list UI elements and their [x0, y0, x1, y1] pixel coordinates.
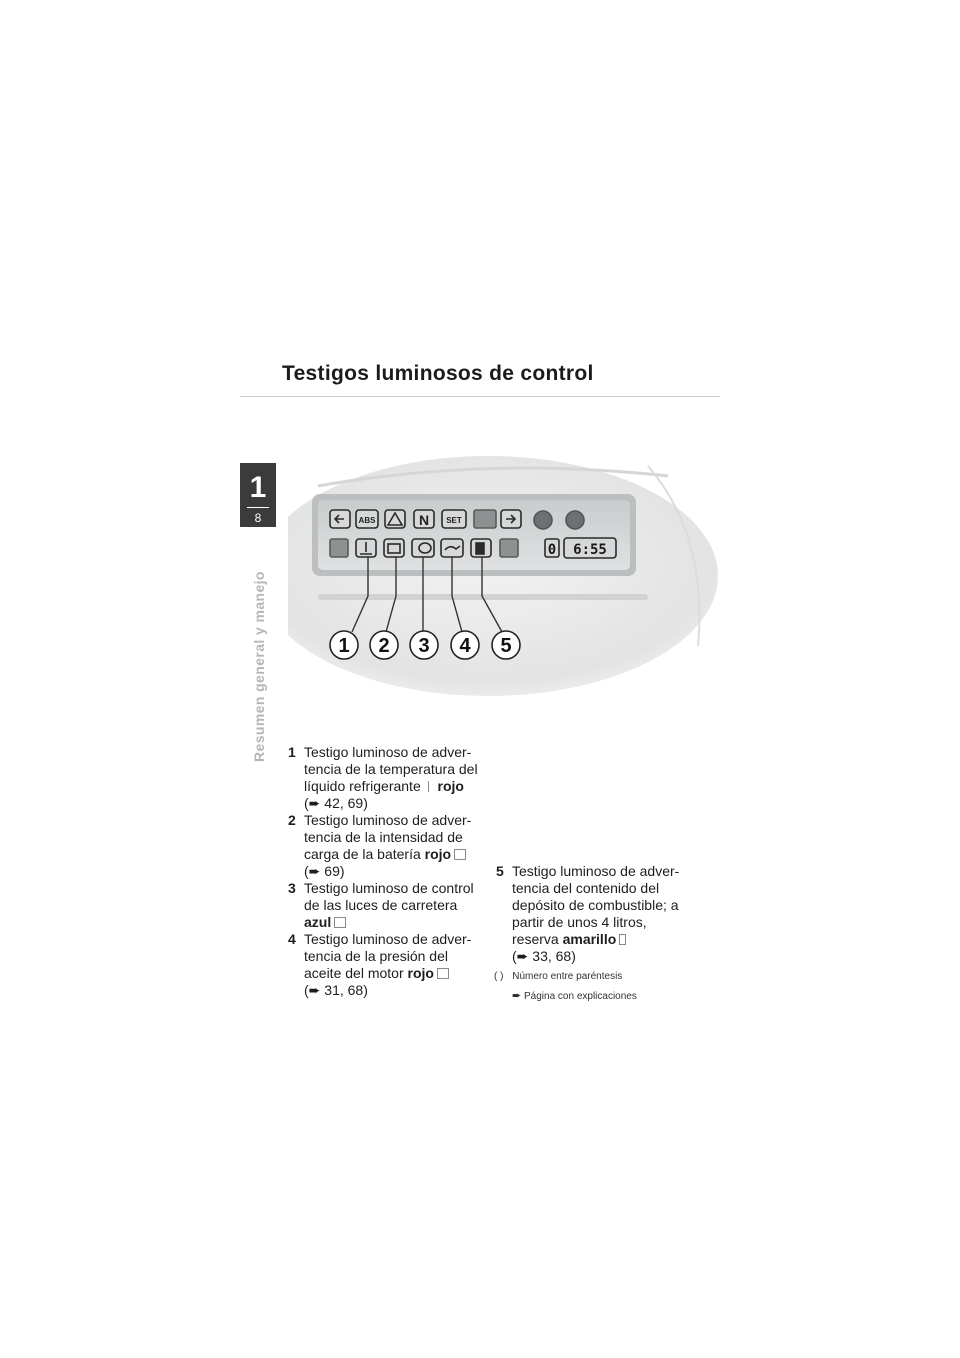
legend-item-line: tencia de la intensidad de	[304, 829, 463, 845]
battery-icon	[454, 849, 466, 860]
legend-item-line: Testigo luminoso de control	[304, 880, 474, 896]
oil-pressure-icon	[437, 968, 449, 979]
legend-item-color: rojo	[437, 778, 464, 794]
callout-4: 4	[459, 635, 471, 657]
legend-item-number: 5	[496, 863, 504, 879]
coolant-temp-icon	[428, 781, 434, 792]
instrument-panel-illustration	[288, 446, 720, 700]
legend-item-number: 1	[288, 744, 296, 760]
footnote-parentheses	[494, 971, 622, 982]
legend-item-ref: (➨ 33, 68)	[512, 948, 576, 964]
legend-item-ref: (➨ 42, 69)	[304, 795, 368, 811]
odometer-digit: 0	[547, 542, 557, 558]
legend-item-number: 3	[288, 880, 296, 896]
legend-item-color: rojo	[407, 965, 434, 981]
legend-item-text: reserva	[512, 931, 559, 947]
legend-item-line: depósito de combustible; a	[512, 897, 679, 913]
legend-item-ref: (➨ 31, 68)	[304, 982, 368, 998]
chapter-tab	[240, 463, 276, 527]
callout-5: 5	[500, 635, 512, 657]
section-side-label: Resumen general y manejo	[251, 571, 267, 762]
legend-item-color: azul	[304, 914, 332, 930]
footnote-text: Página con explicaciones	[524, 991, 637, 1002]
chapter-divider	[247, 507, 269, 508]
footnote-symbol: ( )	[494, 971, 504, 982]
legend-item-ref: (➨ 69)	[304, 863, 345, 879]
instrument-panel-photo	[288, 446, 720, 700]
legend-item-line: Testigo luminoso de adver-	[304, 744, 472, 760]
page-title: Testigos luminosos de control	[282, 362, 594, 385]
abs-indicator-label: ABS	[358, 516, 376, 525]
chapter-number: 1	[249, 471, 267, 504]
legend-item-2	[288, 812, 488, 880]
legend-item-4	[288, 931, 488, 999]
clock-display: 6:55	[573, 542, 607, 558]
legend-item-3	[288, 880, 488, 931]
legend-item-line: Testigo luminoso de adver-	[304, 931, 472, 947]
callout-2: 2	[378, 635, 390, 657]
legend-item-line: tencia de la presión del	[304, 948, 448, 964]
callout-1: 1	[338, 635, 350, 657]
legend-item-text: líquido refrigerante	[304, 778, 421, 794]
legend-item-line: tencia de la temperatura del	[304, 761, 478, 777]
legend-item-color: rojo	[424, 846, 452, 862]
legend-item-color: amarillo	[562, 931, 617, 947]
legend-item-line	[304, 846, 488, 863]
fuel-icon	[619, 934, 626, 945]
legend-item-line	[304, 965, 488, 982]
legend-item-line	[304, 914, 488, 931]
legend-item-line	[512, 931, 696, 948]
set-indicator-label: SET	[446, 516, 462, 525]
legend-item-line: partir de unos 4 litros,	[512, 914, 647, 930]
legend-item-5	[496, 863, 696, 965]
legend-item-line: tencia del contenido del	[512, 880, 660, 896]
high-beam-icon	[334, 917, 346, 928]
page-number: 8	[254, 511, 262, 525]
legend-item-1	[288, 744, 488, 812]
legend-item-line: Testigo luminoso de adver-	[304, 812, 472, 828]
legend-item-line: Testigo luminoso de adver-	[512, 863, 680, 879]
legend-item-text: aceite del motor	[304, 965, 404, 981]
legend-item-number: 4	[288, 931, 296, 947]
legend-item-number: 2	[288, 812, 296, 828]
title-divider	[240, 396, 720, 397]
footnote-text: Número entre paréntesis	[512, 971, 623, 982]
legend-item-line	[304, 778, 488, 795]
neutral-indicator-label: N	[418, 512, 430, 528]
arrow-icon: ➨	[512, 990, 522, 1002]
legend-item-line: de las luces de carretera	[304, 897, 458, 913]
footnote-arrow	[512, 989, 637, 1002]
legend-item-text: carga de la batería	[304, 846, 421, 862]
callout-3: 3	[418, 635, 430, 657]
